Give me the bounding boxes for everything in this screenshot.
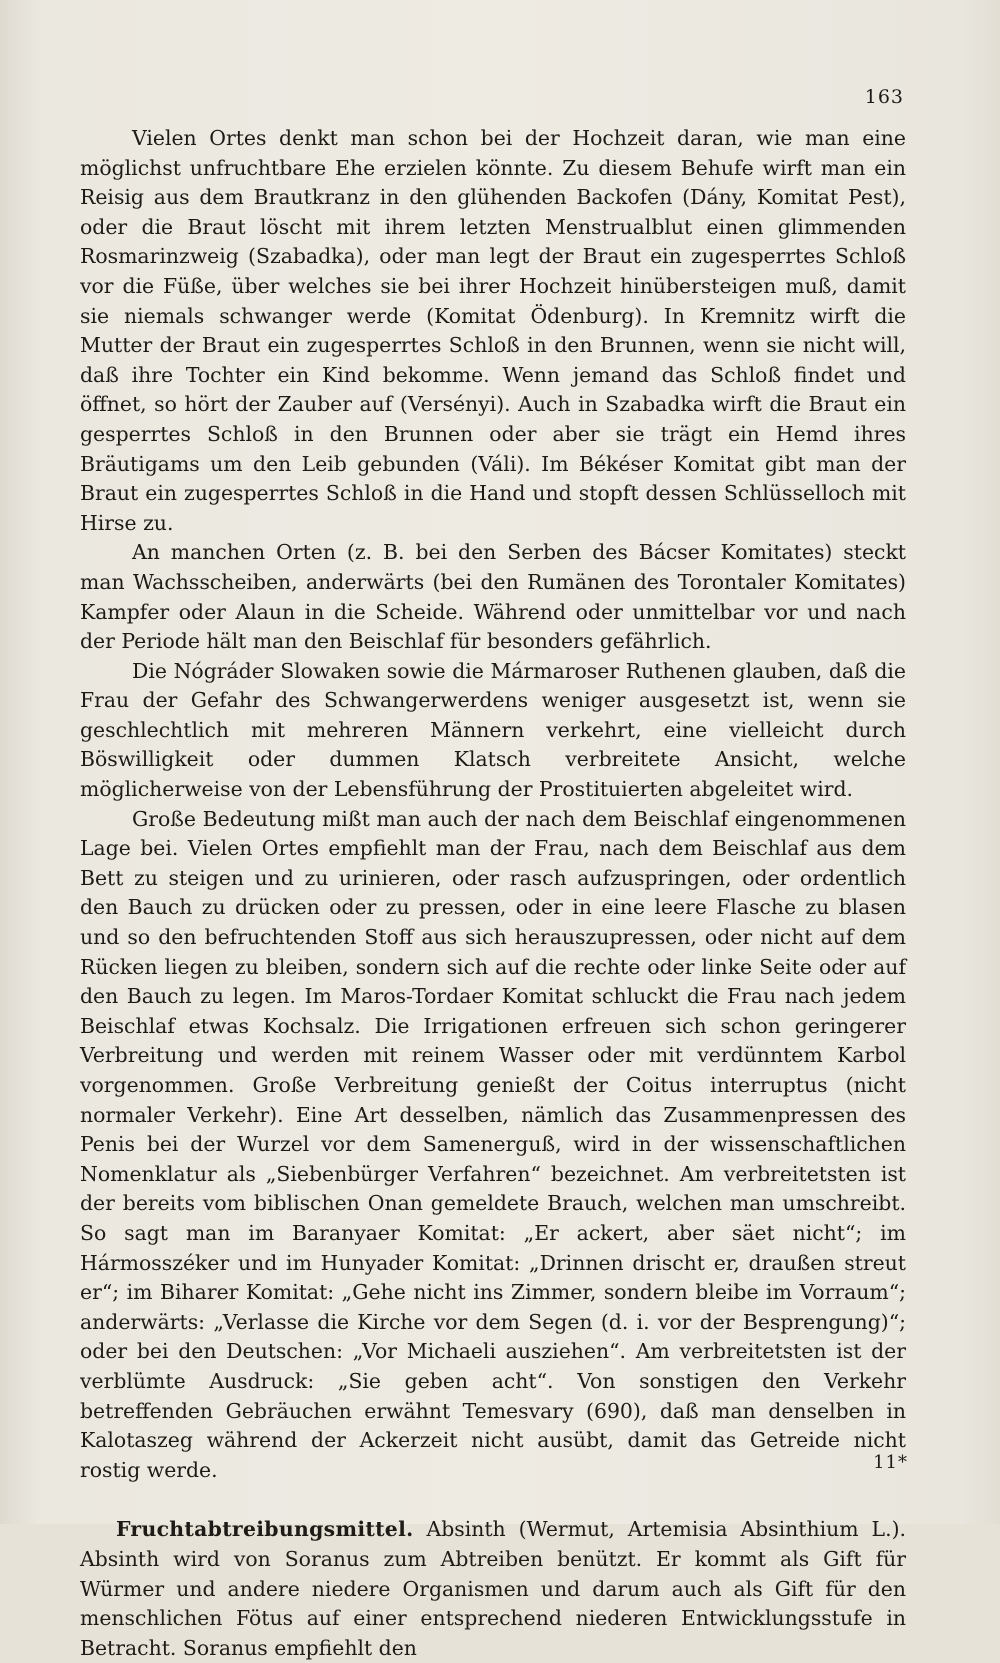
paragraph-4: Große Bedeutung mißt man auch der nach dem Beischlaf eingenommenen Lage bei. Vielen Ortes empfiehlt man der Frau, nach dem Beischlaf aus dem Bett zu steigen und zu urinieren, oder rasch aufzuspringen, oder ordentlich den Bauch zu drücken oder zu pressen, oder in eine leere Flasche zu blasen und so den befruchtenden Stoff aus sich herauszupressen, oder nicht auf dem Rücken liegen zu bleiben, sondern sich auf die rechte oder linke Seite oder auf den Bauch zu legen. Im Maros-Tordaer Komitat schluckt die Frau nach jedem Beischlaf etwas Kochsalz. Die Irrigationen erfreuen sich schon geringerer Verbreitung und werden mit reinem Wasser oder mit verdünntem Karbol vorgenommen. Große Verbreitung genießt der Coitus interruptus (nicht normaler Verkehr). Eine Art desselben, nämlich das Zusammenpressen des Penis bei der Wurzel vor dem Samenerguß, wird in der wissenschaftlichen Nomenklatur als „Siebenbürger Verfahren“ bezeichnet. Am verbreitetsten ist der bereits vom biblischen Onan gemeldete Brauch, welchen man umschreibt. So sagt man im Baranyaer Komitat: „Er ackert, aber säet nicht“; im Hármosszéker und im Hunyader Komitat: „Drinnen drischt er, draußen streut er“; im Biharer Komitat: „Gehe nicht ins Zimmer, sondern bleibe im Vorraum“; anderwärts: „Verlasse die Kirche vor dem Segen (d. i. vor der Besprengung)“; oder bei den Deutschen: „Vor Michaeli ausziehen“. Am verbreitetsten ist der verblümte Ausdruck: „Sie geben acht“. Von sonstigen den Verkehr betreffenden Gebräuchen erwähnt Temesvary (690), daß man denselben in Kalotaszeg während der Ackerzeit nicht ausübt, damit das Getreide nicht rostig werde. bbox=[80, 806, 906, 1482]
body-text bbox=[80, 124, 906, 1663]
paragraph-1: Vielen Ortes denkt man schon bei der Hochzeit daran, wie man eine möglichst unfruchtbare Ehe erzielen könnte. Zu diesem Behufe wirft man ein Reisig aus dem Brautkranz in den glühenden Backofen (Dány, Komitat Pest), oder die Braut löscht mit ihrem letzten Menstrualblut einen glimmenden Rosmarinzweig (Szabadka), oder man legt der Braut ein zugesperrtes Schloß vor die Füße, über welches sie bei ihrer Hochzeit hinübersteigen muß, damit sie niemals schwanger werde (Komitat Ödenburg). In Kremnitz wirft die Mutter der Braut ein zugesperrtes Schloß in den Brunnen, wenn sie nicht will, daß ihre Tochter ein Kind bekomme. Wenn jemand das Schloß findet und öffnet, so hört der Zauber auf (Versényi). Auch in Szabadka wirft die Braut ein gesperrtes Schloß in den Brunnen oder aber sie trägt ein Hemd ihres Bräutigams um den Leib gebunden (Váli). Im Békéser Komitat gibt man der Braut ein zugesperrtes Schloß in die Hand und stopft dessen Schlüsselloch mit Hirse zu. bbox=[80, 126, 906, 535]
section-body: Absinth (Wermut, Artemisia Absinthium L.). Absinth wird von Soranus zum Abtreiben benützt. Er kommt als Gift für Würmer und andere niedere Organismen und darum auch als Gift für den menschlichen Fötus auf einer entsprechend niederen Entwicklungsstufe in Betracht. Soranus empfiehlt den bbox=[80, 1517, 907, 1660]
section-paragraph bbox=[80, 1515, 906, 1663]
section-heading: Fruchtabtreibungsmittel. bbox=[116, 1517, 414, 1542]
paragraph-2: An manchen Orten (z. B. bei den Serben des Bácser Komitates) steckt man Wachsscheiben, anderwärts (bei den Rumänen des Torontaler Komitates) Kampfer oder Alaun in die Scheide. Während oder unmittelbar vor und nach der Periode hält man den Beischlaf für besonders gefährlich. bbox=[80, 540, 906, 654]
paragraph-3: Die Nógráder Slowaken sowie die Mármaroser Ruthenen glauben, daß die Frau der Gefahr des Schwangerwerdens weniger ausgesetzt ist, wenn sie geschlechtlich mit mehreren Männern verkehrt, eine vielleicht durch Böswilligkeit oder dummen Klatsch verbreitete Ansicht, welche möglicherweise von der Lebensführung der Prostituierten abgeleitet wird. bbox=[80, 658, 906, 802]
signature-mark: 11* bbox=[873, 1452, 908, 1473]
page-number: 163 bbox=[864, 86, 904, 108]
